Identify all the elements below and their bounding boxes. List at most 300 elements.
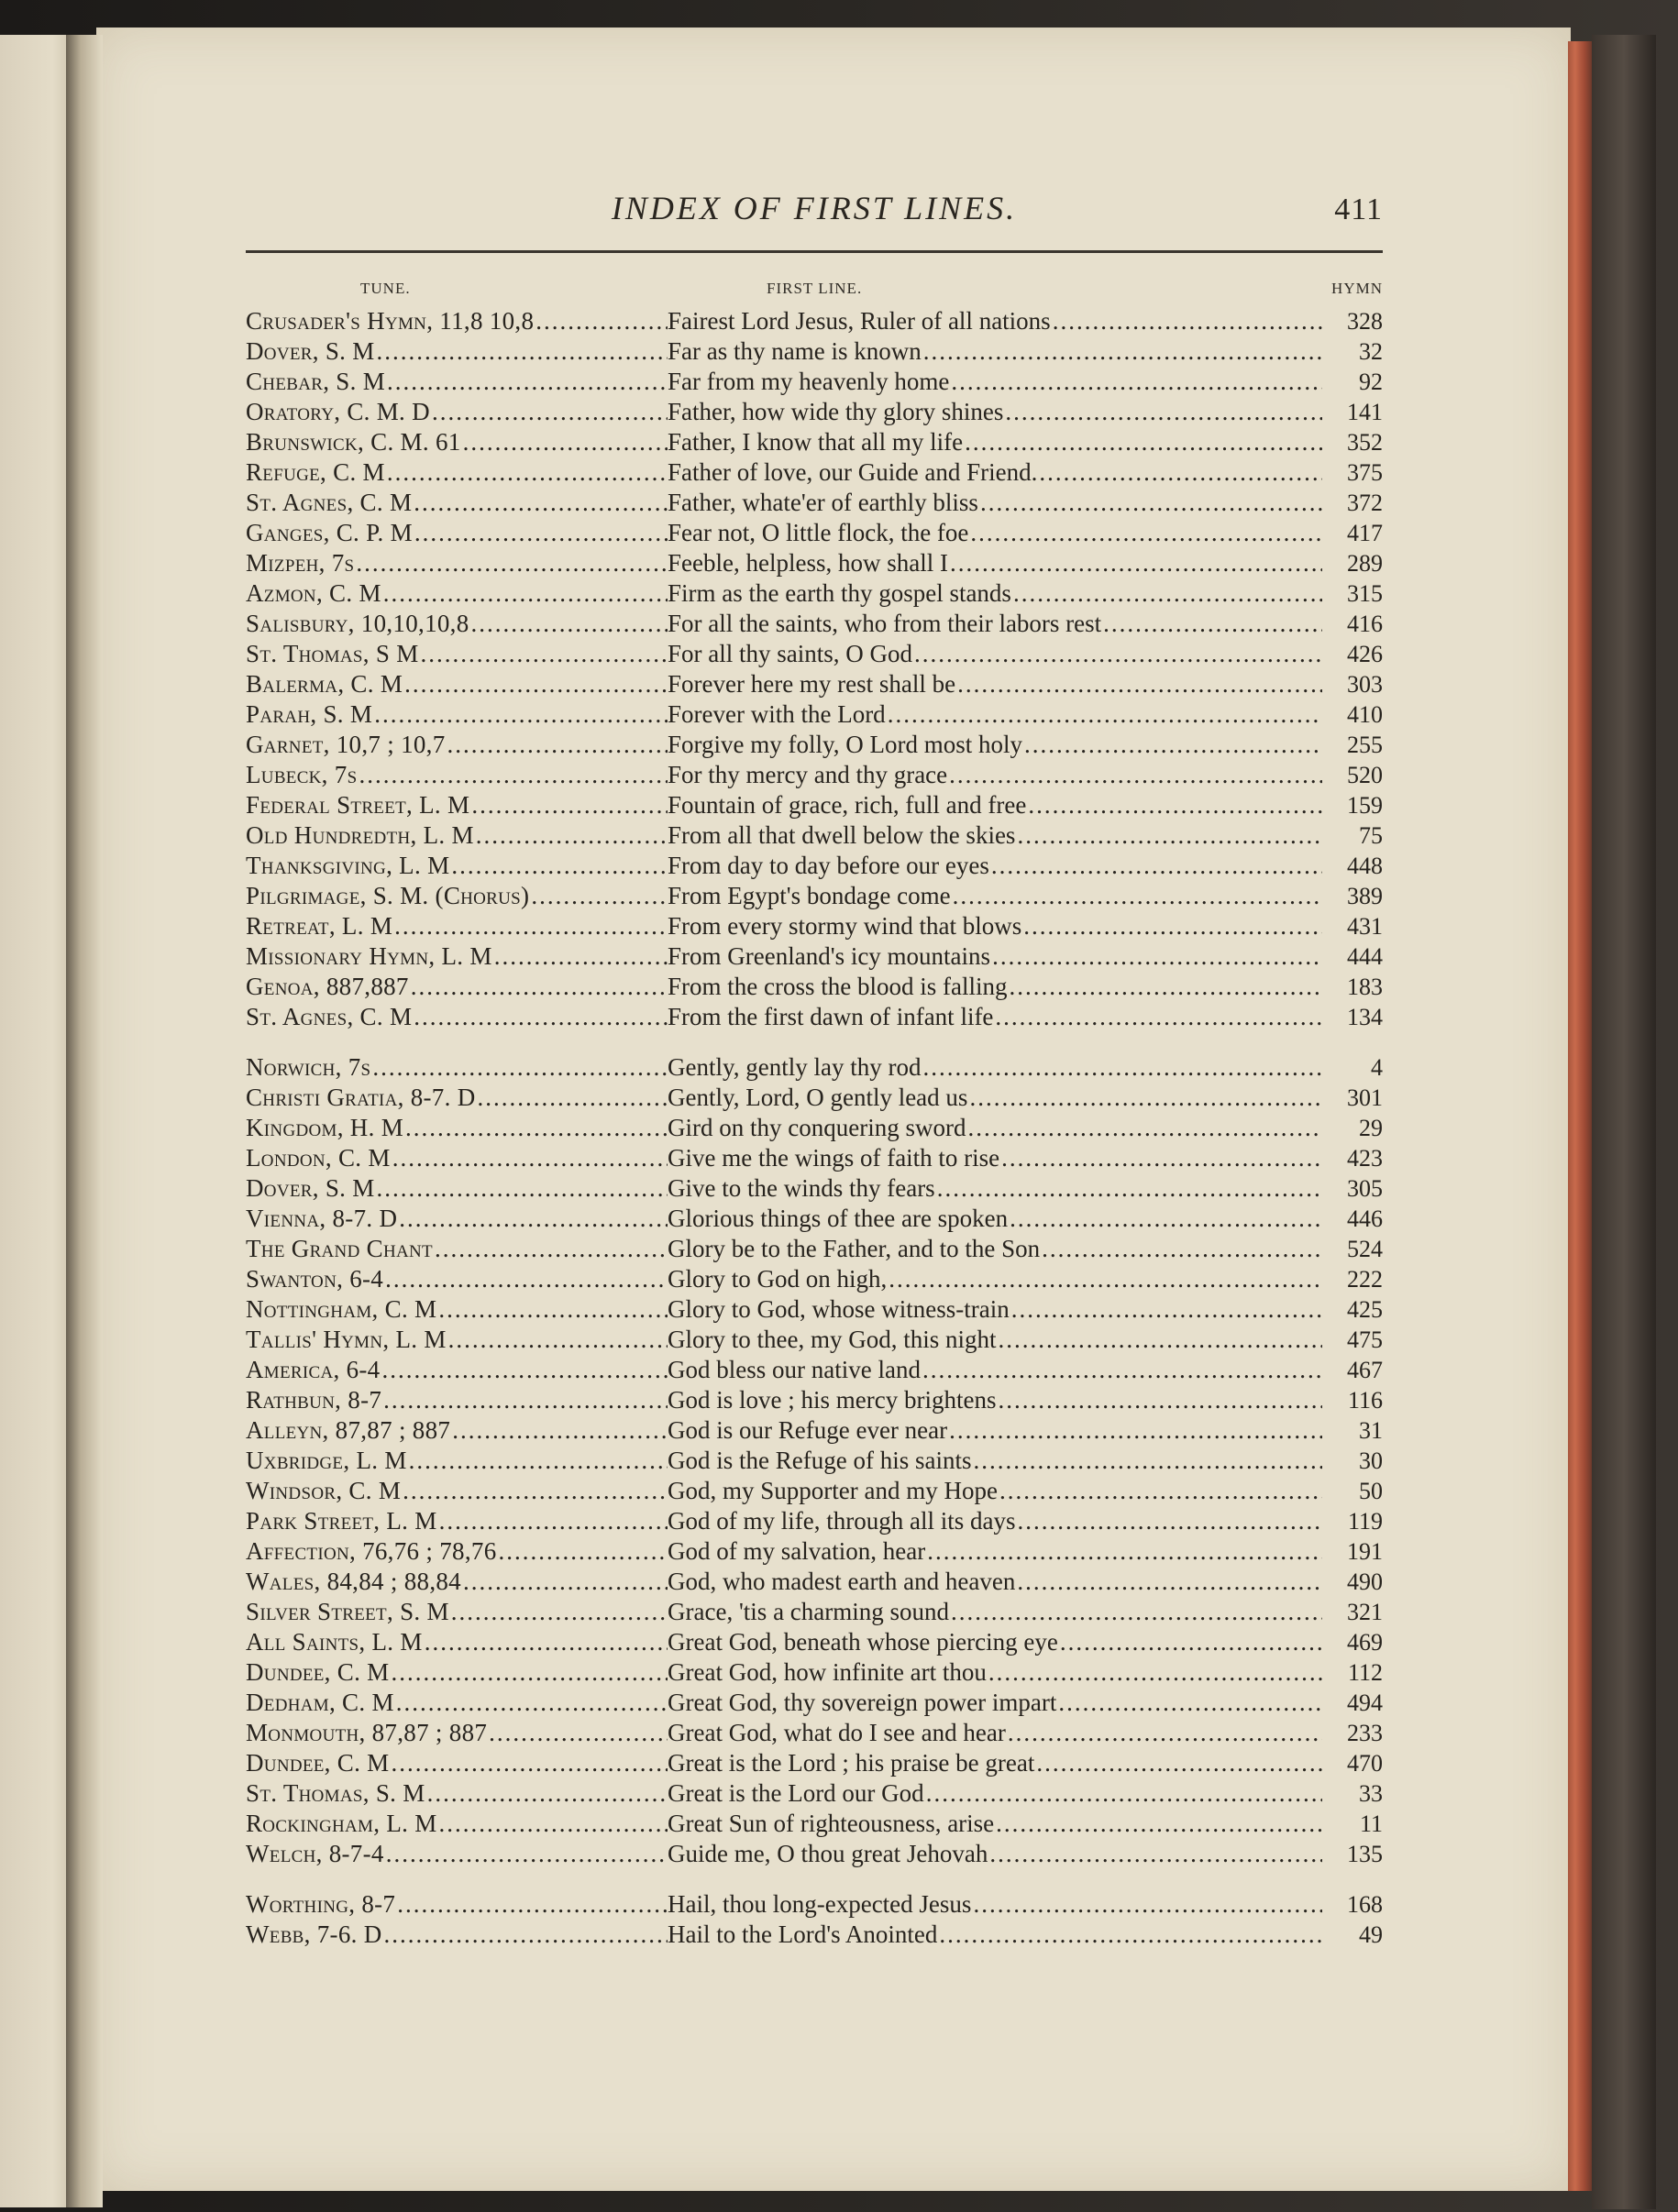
index-row [246, 790, 1383, 820]
first-line-cell [668, 1234, 1322, 1264]
hymn-number: 31 [1359, 1417, 1383, 1444]
hymn-number: 75 [1359, 822, 1383, 849]
dot-leader [971, 1446, 1322, 1476]
tune-name: Dover, S. M [246, 337, 375, 365]
dot-leader [1015, 820, 1322, 851]
first-line-cell [668, 1778, 1322, 1809]
index-row [246, 1839, 1383, 1869]
first-line-cell [668, 548, 1322, 578]
first-line-text: Fairest Lord Jesus, Ruler of all nations [668, 307, 1051, 335]
hymn-number: 134 [1347, 1004, 1383, 1030]
tune-name: The Grand Chant [246, 1235, 433, 1262]
tune-name: Old Hundredth, L. M [246, 821, 474, 849]
tune-cell [246, 1627, 668, 1657]
tune-name: Silver Street, S. M [246, 1598, 449, 1625]
hymn-number: 469 [1347, 1629, 1383, 1656]
dot-leader [381, 578, 668, 609]
first-line-text: God is our Refuge ever near [668, 1416, 948, 1444]
hymn-number: 30 [1359, 1447, 1383, 1474]
hymn-number: 467 [1347, 1357, 1383, 1383]
first-line-text: For all thy saints, O God [668, 640, 912, 667]
dot-leader [963, 427, 1322, 457]
tune-cell [246, 518, 668, 548]
header-rule [246, 250, 1383, 253]
first-line-cell [668, 911, 1322, 941]
dot-leader [354, 548, 668, 578]
hymn-number: 303 [1347, 671, 1383, 698]
first-line-text: From all that dwell below the skies [668, 821, 1016, 849]
dot-leader [529, 881, 668, 911]
hymn-number: 33 [1359, 1780, 1383, 1807]
dot-leader [912, 639, 1322, 669]
dot-leader [447, 1325, 668, 1355]
first-line-cell [668, 1173, 1322, 1204]
tune-name: Rockingham, L. M [246, 1810, 437, 1837]
dot-leader [922, 336, 1322, 367]
dot-leader [966, 1113, 1322, 1143]
first-line-cell [668, 1657, 1322, 1688]
index-row [246, 972, 1383, 1002]
first-line-text: Father, how wide thy glory shines [668, 398, 1004, 425]
hymn-number: 183 [1347, 974, 1383, 1000]
hymn-number: 29 [1359, 1115, 1383, 1141]
index-row [246, 881, 1383, 911]
tune-cell [246, 760, 668, 790]
first-line-cell [668, 790, 1322, 820]
tune-cell [246, 1264, 668, 1294]
first-line-cell [668, 1839, 1322, 1869]
first-line-cell [668, 1536, 1322, 1567]
tune-name: Monmouth, 87,87 ; 887 [246, 1719, 488, 1746]
hymn-number: 11 [1359, 1810, 1383, 1837]
dot-leader [437, 1809, 668, 1839]
index-row [246, 488, 1383, 518]
tune-cell [246, 699, 668, 730]
dot-leader [412, 1002, 668, 1032]
tune-cell [246, 1325, 668, 1355]
first-line-cell [668, 1889, 1322, 1920]
tune-cell [246, 1113, 668, 1143]
index-row [246, 1506, 1383, 1536]
dot-leader [949, 1597, 1322, 1627]
hymn-number: 524 [1347, 1236, 1383, 1262]
page-number: 411 [1334, 193, 1383, 226]
hymn-number: 305 [1347, 1175, 1383, 1202]
tune-name: St. Agnes, C. M [246, 1003, 413, 1030]
tune-name: Swanton, 6-4 [246, 1265, 384, 1293]
first-line-cell [668, 367, 1322, 397]
tune-cell [246, 306, 668, 336]
dot-leader [1008, 1204, 1322, 1234]
index-row [246, 1536, 1383, 1567]
tune-cell [246, 790, 668, 820]
page-header [246, 183, 1383, 257]
index-row [246, 1234, 1383, 1264]
dot-leader [925, 1536, 1322, 1567]
first-line-text: Far as thy name is known [668, 337, 922, 365]
index-row [246, 699, 1383, 730]
first-line-cell [668, 306, 1322, 336]
hymn-number: 191 [1347, 1538, 1383, 1565]
hymn-number: 135 [1347, 1841, 1383, 1867]
dot-leader [1010, 1294, 1322, 1325]
tune-cell [246, 639, 668, 669]
first-line-cell [668, 1627, 1322, 1657]
first-line-text: Glorious things of thee are spoken [668, 1205, 1009, 1232]
tune-cell [246, 1385, 668, 1415]
first-line-cell [668, 1718, 1322, 1748]
dot-leader [409, 972, 668, 1002]
dot-leader [383, 1264, 668, 1294]
dot-leader [1007, 972, 1322, 1002]
first-line-text: From day to day before our eyes [668, 852, 989, 879]
first-line-cell [668, 578, 1322, 609]
tune-cell [246, 1083, 668, 1113]
dot-leader [1003, 397, 1322, 427]
first-line-cell [668, 941, 1322, 972]
dot-leader [413, 518, 668, 548]
first-line-cell [668, 639, 1322, 669]
column-header-first-line: FIRST LINE. [767, 280, 863, 297]
dot-leader [394, 1688, 668, 1718]
index-row [246, 1889, 1383, 1920]
dot-leader [935, 1173, 1322, 1204]
dot-leader [947, 760, 1322, 790]
index-row [246, 1476, 1383, 1506]
dot-leader [381, 1385, 668, 1415]
index-row [246, 609, 1383, 639]
tune-name: Norwich, 7s [246, 1053, 371, 1081]
hymn-number: 490 [1347, 1568, 1383, 1595]
index-row [246, 820, 1383, 851]
dot-leader [996, 1325, 1322, 1355]
tune-name: Salisbury, 10,10,10,8 [246, 610, 469, 637]
dot-leader [372, 699, 668, 730]
dot-leader [390, 1657, 668, 1688]
hymn-number: 416 [1347, 611, 1383, 637]
first-line-text: Great is the Lord ; his praise be great [668, 1749, 1035, 1777]
index-row [246, 1415, 1383, 1446]
dot-leader [412, 488, 668, 518]
tune-name: All Saints, L. M [246, 1628, 423, 1656]
index-row [246, 1113, 1383, 1143]
tune-cell [246, 1839, 668, 1869]
first-line-cell [668, 1264, 1322, 1294]
index-row [246, 397, 1383, 427]
tune-name: Pilgrimage, S. M. (Chorus) [246, 882, 530, 909]
dot-leader [999, 1143, 1322, 1173]
dot-leader [990, 941, 1322, 972]
first-line-cell [668, 1325, 1322, 1355]
tune-name: Ganges, C. P. M [246, 519, 413, 546]
dot-leader [921, 1355, 1322, 1385]
tune-name: Alleyn, 87,87 ; 887 [246, 1416, 451, 1444]
dot-leader [1022, 730, 1322, 760]
dot-leader [375, 336, 668, 367]
index-row [246, 457, 1383, 488]
tune-name: Dover, S. M [246, 1174, 375, 1202]
index-row [246, 1143, 1383, 1173]
first-line-cell [668, 609, 1322, 639]
dot-leader [967, 1083, 1322, 1113]
first-line-text: God, my Supporter and my Hope [668, 1477, 998, 1504]
tune-cell [246, 1809, 668, 1839]
dot-leader [947, 1415, 1322, 1446]
tune-name: Azmon, C. M [246, 579, 381, 607]
dot-leader [1026, 790, 1322, 820]
index-row [246, 1778, 1383, 1809]
hymn-number: 119 [1347, 1508, 1383, 1535]
tune-cell [246, 911, 668, 941]
first-line-text: Far from my heavenly home [668, 368, 950, 395]
tune-cell [246, 1748, 668, 1778]
hymn-number: 255 [1347, 732, 1383, 758]
dot-leader [425, 1778, 668, 1809]
tune-cell [246, 1778, 668, 1809]
hymn-number: 301 [1347, 1084, 1383, 1111]
dot-leader [1015, 1506, 1322, 1536]
tune-cell [246, 1688, 668, 1718]
index-row [246, 1052, 1383, 1083]
tune-cell [246, 1052, 668, 1083]
first-line-text: From Egypt's bondage come [668, 882, 951, 909]
dot-leader [534, 306, 668, 336]
tune-name: Garnet, 10,7 ; 10,7 [246, 731, 446, 758]
hymn-number: 315 [1347, 580, 1383, 607]
first-line-text: For all the saints, who from their labors rest [668, 610, 1102, 637]
first-line-cell [668, 1355, 1322, 1385]
dot-leader [993, 1002, 1322, 1032]
dot-leader [474, 820, 668, 851]
index-row [246, 1385, 1383, 1415]
index-row [246, 639, 1383, 669]
tune-name: Missionary Hymn, L. M [246, 942, 492, 970]
first-line-text: Forever with the Lord [668, 700, 886, 728]
index-row [246, 306, 1383, 336]
first-line-cell [668, 1002, 1322, 1032]
tune-name: Worthing, 8-7 [246, 1890, 396, 1918]
hymn-number: 92 [1359, 369, 1383, 395]
dot-leader [390, 1748, 668, 1778]
first-line-cell [668, 1083, 1322, 1113]
dot-leader [433, 1234, 668, 1264]
first-line-cell [668, 1415, 1322, 1446]
dot-leader [461, 1567, 668, 1597]
dot-leader [1101, 609, 1322, 639]
dot-leader [487, 1718, 668, 1748]
index-row [246, 1294, 1383, 1325]
tune-cell [246, 1355, 668, 1385]
tune-cell [246, 851, 668, 881]
first-line-cell [668, 851, 1322, 881]
tune-cell [246, 1476, 668, 1506]
first-line-text: Great God, beneath whose piercing eye [668, 1628, 1058, 1656]
tune-cell [246, 1234, 668, 1264]
first-line-text: God, who madest earth and heaven [668, 1568, 1016, 1595]
index-row [246, 1920, 1383, 1950]
tune-name: Windsor, C. M [246, 1477, 402, 1504]
index-row [246, 578, 1383, 609]
first-line-text: From the first dawn of infant life [668, 1003, 994, 1030]
hymn-number: 417 [1347, 520, 1383, 546]
tune-name: Nottingham, C. M [246, 1295, 437, 1323]
tune-name: Mizpeh, 7s [246, 549, 355, 577]
hymn-number: 141 [1347, 399, 1383, 425]
tune-name: Federal Street, L. M [246, 791, 470, 819]
dot-leader [948, 548, 1322, 578]
dot-leader [1015, 1567, 1322, 1597]
first-line-text: For thy mercy and thy grace [668, 761, 948, 788]
index-row [246, 1718, 1383, 1748]
tune-name: Rathbun, 8-7 [246, 1386, 382, 1414]
tune-name: Christi Gratia, 8-7. D [246, 1084, 476, 1111]
index-row [246, 1567, 1383, 1597]
dot-leader [370, 1052, 668, 1083]
dot-leader [461, 427, 668, 457]
first-line-text: Great Sun of righteousness, arise [668, 1810, 995, 1837]
first-line-text: Forgive my folly, O Lord most holy [668, 731, 1022, 758]
index-row [246, 1748, 1383, 1778]
dot-leader [392, 911, 668, 941]
hymn-number: 475 [1347, 1326, 1383, 1353]
book-cover-edge [1592, 35, 1656, 2209]
tune-cell [246, 578, 668, 609]
first-line-cell [668, 699, 1322, 730]
tune-cell [246, 609, 668, 639]
dot-leader [1006, 1718, 1322, 1748]
tune-cell [246, 881, 668, 911]
dot-leader [384, 1839, 668, 1869]
first-line-text: God bless our native land [668, 1356, 921, 1383]
hymn-number: 289 [1347, 550, 1383, 577]
first-line-text: God of my salvation, hear [668, 1537, 926, 1565]
index-row [246, 1657, 1383, 1688]
first-line-text: God of my life, through all its days [668, 1507, 1016, 1535]
index-row [246, 1809, 1383, 1839]
tune-cell [246, 1597, 668, 1627]
hymn-number: 520 [1347, 762, 1383, 788]
hymn-number: 470 [1347, 1750, 1383, 1777]
first-line-text: Feeble, helpless, how shall I [668, 549, 948, 577]
column-headers [246, 280, 1383, 303]
first-line-text: Guide me, O thou great Jehovah [668, 1840, 988, 1867]
book-gutter [66, 35, 103, 2207]
first-line-text: Forever here my rest shall be [668, 670, 956, 698]
first-line-cell [668, 1052, 1322, 1083]
tune-cell [246, 730, 668, 760]
hymn-number: 49 [1359, 1921, 1383, 1948]
index-row [246, 548, 1383, 578]
red-page-edge [1568, 41, 1592, 2191]
tune-cell [246, 972, 668, 1002]
tune-name: Park Street, L. M [246, 1507, 437, 1535]
first-line-text: Firm as the earth thy gospel stands [668, 579, 1011, 607]
dot-leader [449, 851, 668, 881]
dot-leader [450, 1415, 668, 1446]
tune-cell [246, 1002, 668, 1032]
hymn-number: 321 [1347, 1599, 1383, 1625]
tune-cell [246, 397, 668, 427]
dot-leader [988, 1839, 1322, 1869]
dot-leader [436, 1294, 668, 1325]
dot-leader [1040, 1234, 1322, 1264]
dot-leader [446, 730, 668, 760]
tune-cell [246, 1294, 668, 1325]
hymn-number: 375 [1347, 459, 1383, 486]
tune-cell [246, 457, 668, 488]
first-line-cell [668, 427, 1322, 457]
dot-leader [357, 760, 668, 790]
index-row [246, 1597, 1383, 1627]
first-line-text: Hail to the Lord's Anointed [668, 1920, 938, 1948]
first-line-text: From every stormy wind that blows [668, 912, 1022, 940]
dot-leader [886, 699, 1322, 730]
page-title: INDEX OF FIRST LINES. [611, 190, 1018, 226]
first-line-text: Father, whate'er of earthly bliss [668, 489, 978, 516]
index-entries [246, 306, 1383, 1950]
dot-leader [978, 488, 1322, 518]
hymn-number: 448 [1347, 853, 1383, 879]
tune-cell [246, 1718, 668, 1748]
dot-leader [996, 1385, 1322, 1415]
first-line-text: God is love ; his mercy brightens [668, 1386, 997, 1414]
dot-leader [375, 1173, 668, 1204]
dot-leader [403, 669, 668, 699]
first-line-cell [668, 1385, 1322, 1415]
tune-cell [246, 548, 668, 578]
tune-name: St. Thomas, S. M [246, 1779, 425, 1807]
first-line-cell [668, 1597, 1322, 1627]
first-line-text: Give me the wings of faith to rise [668, 1144, 1000, 1172]
dot-leader [382, 1920, 668, 1950]
dot-leader [407, 1446, 668, 1476]
first-line-cell [668, 1920, 1322, 1950]
first-line-cell [668, 760, 1322, 790]
dot-leader [1051, 306, 1322, 336]
dot-leader [476, 1083, 668, 1113]
index-row [246, 1173, 1383, 1204]
dot-leader [1034, 1748, 1322, 1778]
first-line-cell [668, 881, 1322, 911]
hymn-number: 431 [1347, 913, 1383, 940]
column-header-tune: TUNE. [360, 280, 411, 297]
tune-name: Vienna, 8-7. D [246, 1205, 398, 1232]
tune-name: Tallis' Hymn, L. M [246, 1326, 447, 1353]
first-line-cell [668, 457, 1322, 488]
dot-leader [497, 1536, 668, 1567]
dot-leader [955, 669, 1322, 699]
first-line-cell [668, 730, 1322, 760]
tune-cell [246, 669, 668, 699]
column-header-hymn: HYMN [1331, 280, 1383, 297]
first-line-cell [668, 336, 1322, 367]
tune-cell [246, 427, 668, 457]
index-row [246, 1264, 1383, 1294]
tune-cell [246, 941, 668, 972]
hymn-number: 222 [1347, 1266, 1383, 1293]
dot-leader [968, 518, 1322, 548]
tune-cell [246, 1920, 668, 1950]
tune-cell [246, 336, 668, 367]
tune-name: Uxbridge, L. M [246, 1447, 407, 1474]
index-row [246, 1627, 1383, 1657]
dot-leader [385, 367, 668, 397]
dot-leader [401, 1476, 668, 1506]
index-row [246, 1355, 1383, 1385]
first-line-text: Gently, Lord, O gently lead us [668, 1084, 968, 1111]
index-row [246, 427, 1383, 457]
first-line-text: God is the Refuge of his saints [668, 1447, 972, 1474]
